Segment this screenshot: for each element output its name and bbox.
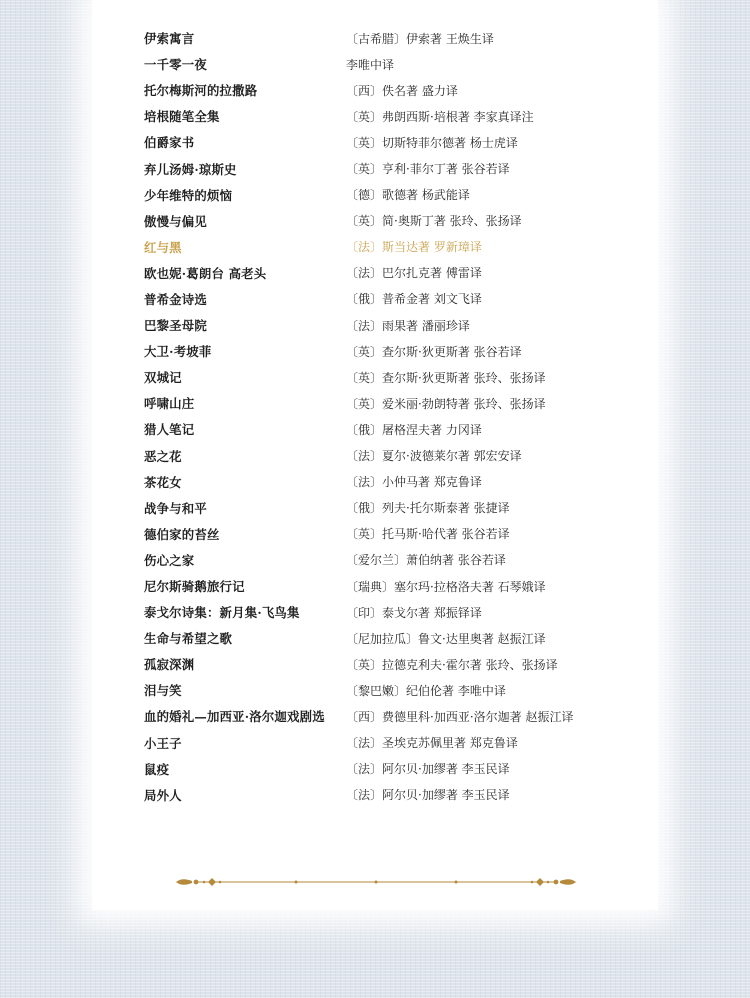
- book-title: 小王子: [144, 735, 182, 751]
- book-author-translator: 〔法〕雨果著 潘丽珍译: [346, 318, 470, 333]
- book-title: 泪与笑: [144, 683, 182, 699]
- book-title: 呼啸山庄: [144, 396, 195, 412]
- book-row: [144, 390, 644, 416]
- book-row: [144, 208, 644, 234]
- book-author-translator: 〔法〕圣埃克苏佩里著 郑克鲁译: [346, 736, 518, 751]
- book-row: [144, 469, 644, 495]
- book-author-translator: 〔爱尔兰〕萧伯纳著 张谷若译: [346, 553, 506, 568]
- book-title: 伤心之家: [144, 552, 195, 568]
- book-title: 普希金诗选: [144, 291, 207, 307]
- book-author-translator: 〔俄〕普希金著 刘文飞译: [346, 292, 482, 307]
- book-row: [144, 312, 644, 338]
- book-author-translator: 〔法〕巴尔扎克著 傅雷译: [346, 266, 482, 281]
- book-author-translator: 〔瑞典〕塞尔玛·拉格洛夫著 石琴娥译: [346, 579, 546, 594]
- book-author-translator: 〔西〕费德里科·加西亚·洛尔迦著 赵振江译: [346, 709, 574, 724]
- book-title: 托尔梅斯河的拉撒路: [144, 83, 258, 99]
- book-author-translator: 〔英〕拉德克利夫·霍尔著 张玲、张扬译: [346, 657, 558, 672]
- book-title: 欧也妮·葛朗台 高老头: [144, 265, 267, 281]
- book-author-translator: 〔西〕佚名著 盛力译: [346, 83, 458, 98]
- book-author-translator: 〔尼加拉瓜〕鲁文·达里奥著 赵振江译: [346, 631, 546, 646]
- book-author-translator: 李唯中译: [346, 57, 395, 72]
- book-row: [144, 443, 644, 469]
- book-row: [144, 260, 644, 286]
- book-row: [144, 338, 644, 364]
- book-row: [144, 599, 644, 625]
- book-row: [144, 703, 644, 729]
- book-author-translator: 〔英〕托马斯·哈代著 张谷若译: [346, 527, 510, 542]
- book-row: [144, 25, 644, 51]
- book-author-translator: 〔英〕爱米丽·勃朗特著 张玲、张扬译: [346, 396, 546, 411]
- book-author-translator: 〔法〕夏尔·波德莱尔著 郭宏安译: [346, 449, 522, 464]
- book-row: [144, 155, 644, 181]
- book-row: [144, 234, 644, 260]
- book-author-translator: 〔古希腊〕伊索著 王焕生译: [346, 31, 494, 46]
- book-title: 傲慢与偏见: [144, 213, 207, 229]
- book-author-translator: 〔法〕小仲马著 郑克鲁译: [346, 475, 482, 490]
- book-author-translator: 〔俄〕列夫·托尔斯泰著 张捷译: [346, 501, 510, 516]
- book-title: 红与黑: [144, 239, 182, 255]
- book-row: [144, 103, 644, 129]
- book-row: [144, 495, 644, 521]
- book-author-translator: 〔英〕切斯特菲尔德著 杨士虎译: [346, 135, 518, 150]
- book-row: [144, 625, 644, 651]
- book-title: 生命与希望之歌: [144, 631, 233, 647]
- book-row: [144, 51, 644, 77]
- book-author-translator: 〔法〕阿尔贝·加缪著 李玉民译: [346, 788, 510, 803]
- book-row: [144, 77, 644, 103]
- book-title: 伯爵家书: [144, 135, 195, 151]
- book-row: [144, 286, 644, 312]
- book-title: 鼠疫: [144, 761, 170, 777]
- book-list-card: [92, 0, 658, 910]
- book-title: 培根随笔全集: [144, 109, 220, 125]
- book-title: 一千零一夜: [144, 57, 207, 73]
- book-title: 孤寂深渊: [144, 657, 195, 673]
- book-title: 大卫·考坡菲: [144, 344, 212, 360]
- book-row: [144, 521, 644, 547]
- book-row: [144, 416, 644, 442]
- book-title: 巴黎圣母院: [144, 318, 207, 334]
- book-title: 局外人: [144, 787, 182, 803]
- book-title: 双城记: [144, 370, 182, 386]
- book-row: [144, 129, 644, 155]
- book-title: 伊索寓言: [144, 31, 195, 47]
- decorative-divider-icon: [174, 872, 578, 892]
- book-title: 尼尔斯骑鹅旅行记: [144, 579, 245, 595]
- book-row: [144, 364, 644, 390]
- book-title: 猎人笔记: [144, 422, 195, 438]
- book-row: [144, 782, 644, 808]
- book-author-translator: 〔英〕弗朗西斯·培根著 李家真译注: [346, 109, 534, 124]
- book-row: [144, 651, 644, 677]
- book-row: [144, 547, 644, 573]
- book-author-translator: 〔德〕歌德著 杨武能译: [346, 188, 470, 203]
- book-row: [144, 573, 644, 599]
- book-author-translator: 〔法〕阿尔贝·加缪著 李玉民译: [346, 762, 510, 777]
- book-row: [144, 756, 644, 782]
- book-title: 恶之花: [144, 448, 182, 464]
- book-title: 泰戈尔诗集：新月集·飞鸟集: [144, 605, 300, 621]
- book-row: [144, 730, 644, 756]
- book-author-translator: 〔英〕亨利·菲尔丁著 张谷若译: [346, 162, 510, 177]
- book-row: [144, 677, 644, 703]
- book-list: [144, 25, 644, 808]
- book-author-translator: 〔法〕斯当达著 罗新璋译: [346, 240, 482, 255]
- book-title: 战争与和平: [144, 500, 207, 516]
- book-author-translator: 〔英〕简·奥斯丁著 张玲、张扬译: [346, 214, 522, 229]
- book-row: [144, 182, 644, 208]
- book-title: 弃儿汤姆·琼斯史: [144, 161, 237, 177]
- book-title: 血的婚礼—加西亚·洛尔迦戏剧选: [144, 709, 325, 725]
- book-title: 茶花女: [144, 474, 182, 490]
- book-author-translator: 〔英〕查尔斯·狄更斯著 张谷若译: [346, 344, 522, 359]
- book-author-translator: 〔黎巴嫩〕纪伯伦著 李唯中译: [346, 683, 506, 698]
- book-author-translator: 〔英〕查尔斯·狄更斯著 张玲、张扬译: [346, 370, 546, 385]
- book-author-translator: 〔印〕泰戈尔著 郑振铎译: [346, 605, 482, 620]
- book-title: 德伯家的苔丝: [144, 526, 220, 542]
- book-title: 少年维特的烦恼: [144, 187, 233, 203]
- book-author-translator: 〔俄〕屠格涅夫著 力冈译: [346, 422, 482, 437]
